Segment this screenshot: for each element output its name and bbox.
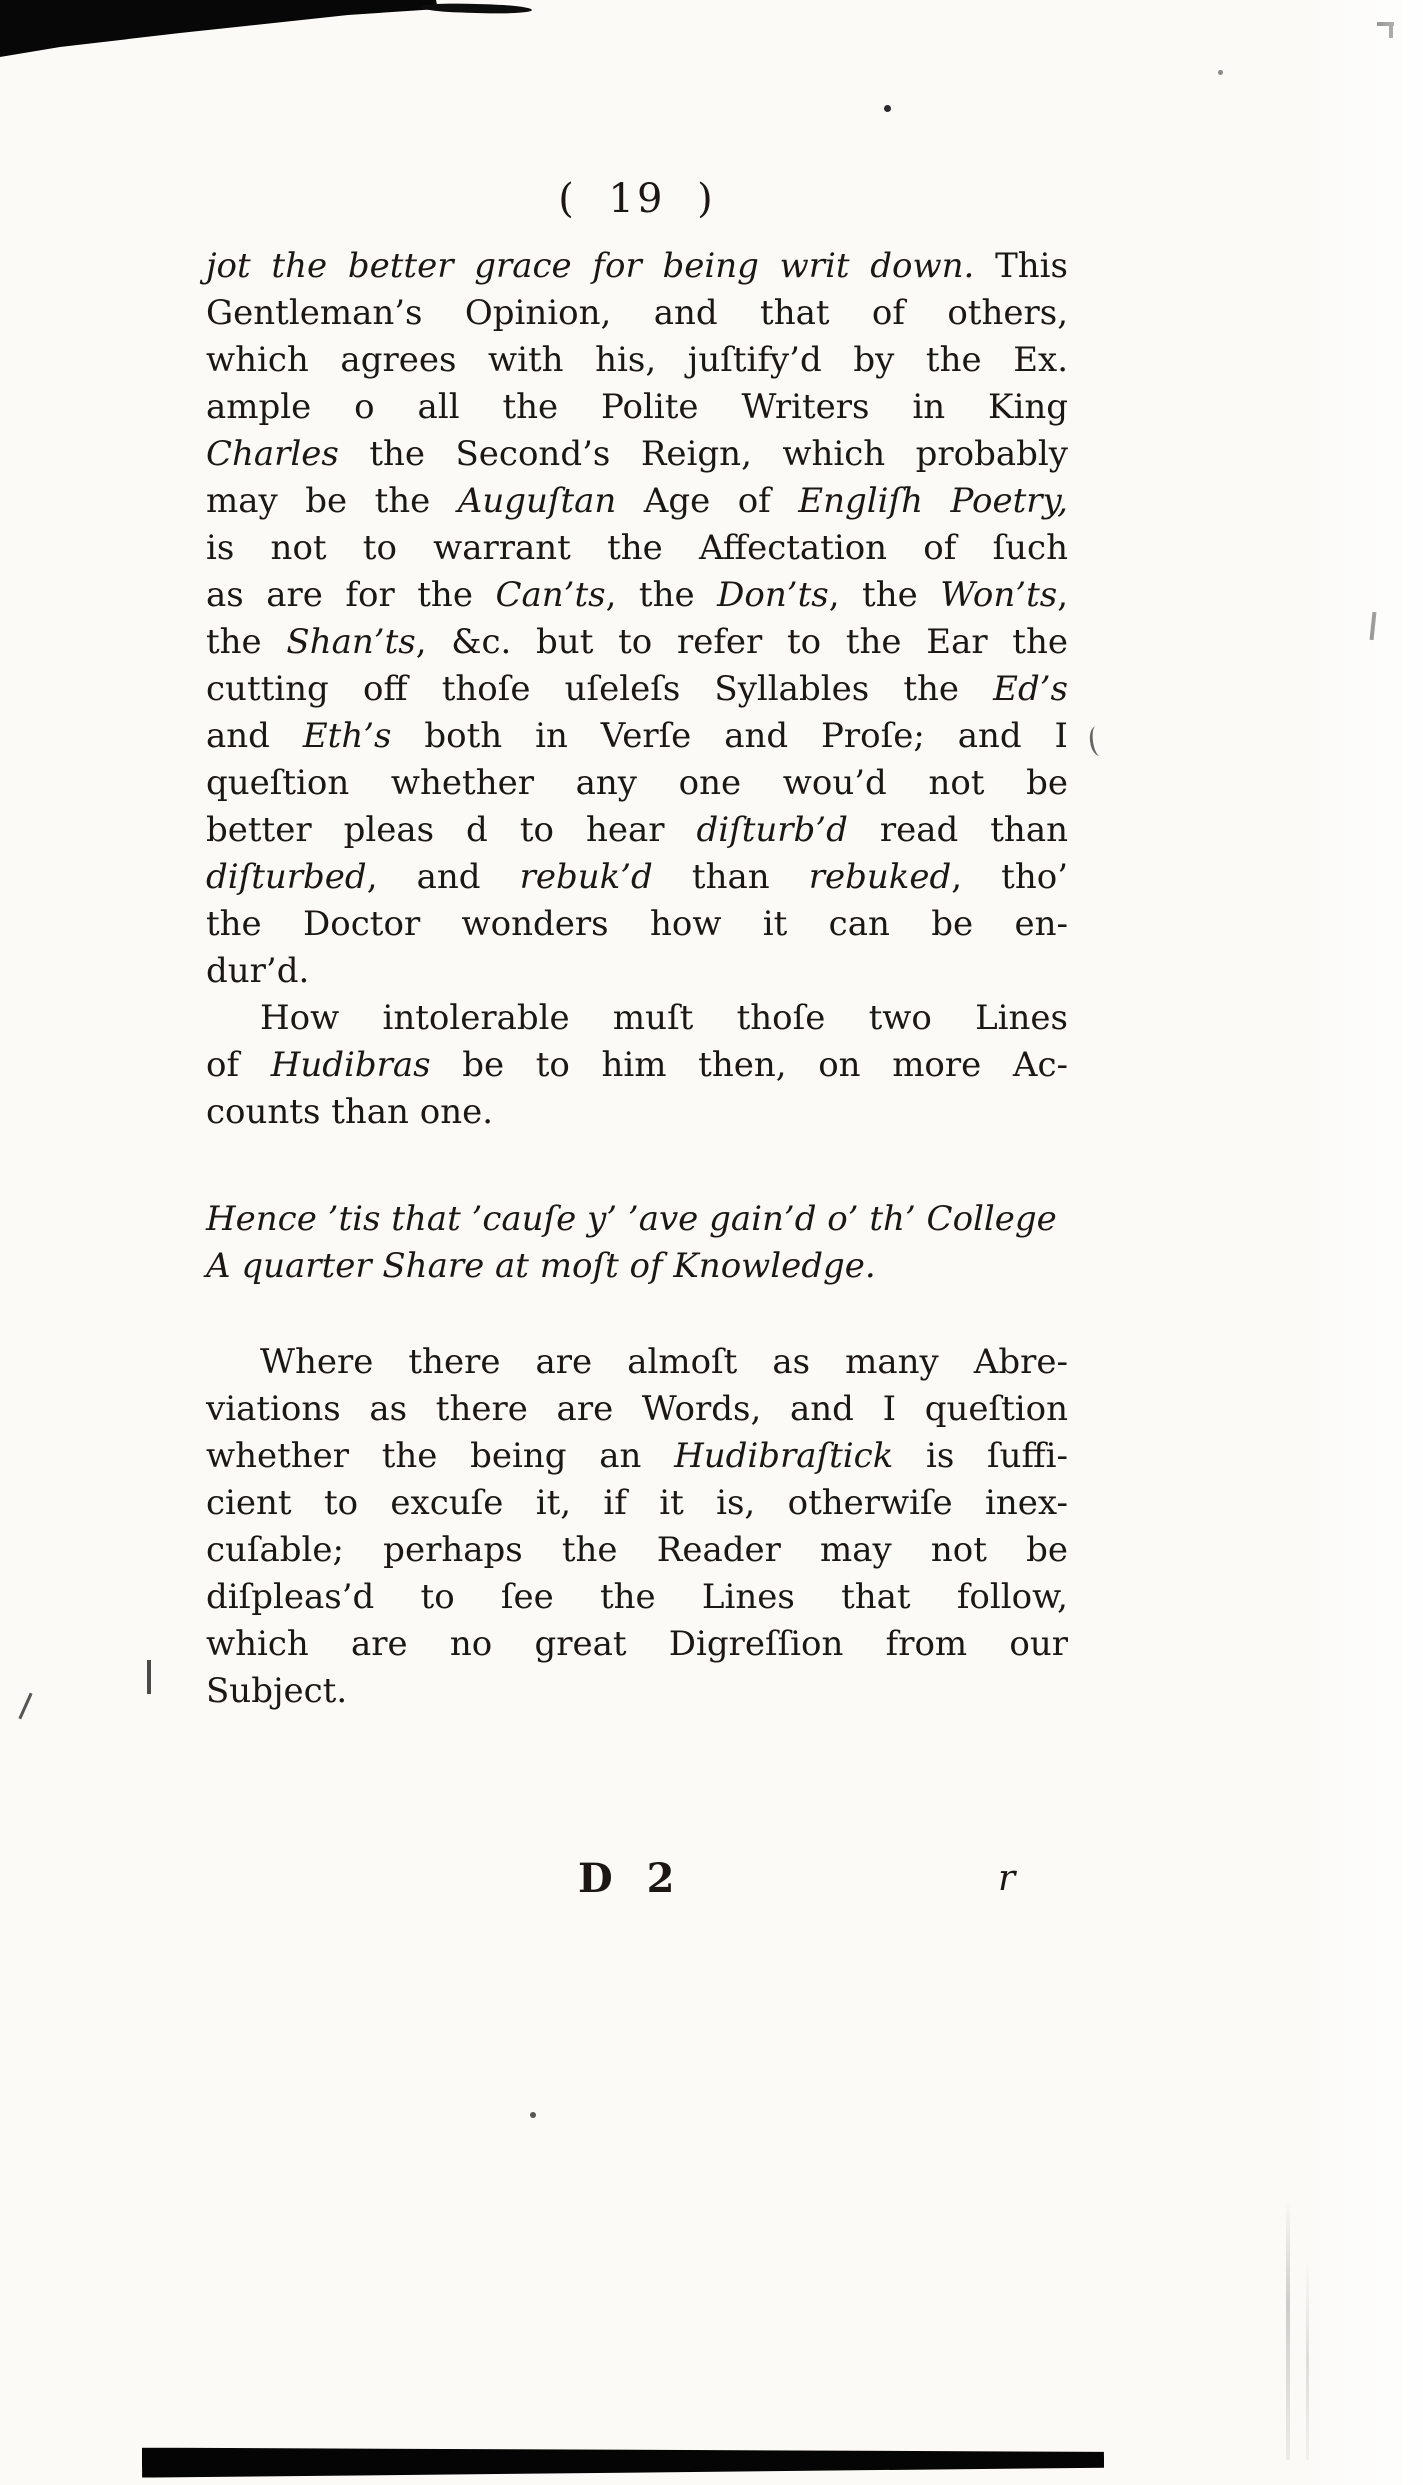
text-line: A quarter Share at moſt of Knowledge. bbox=[206, 1246, 876, 1286]
text-line: may be the Auguſtan Age of Engliſh Poetry, bbox=[206, 481, 1068, 521]
text-line: the Shan’ts, &c. but to refer to the Ear the bbox=[206, 622, 1068, 662]
signature-mark: D 2 bbox=[578, 1855, 685, 1902]
page-number: ( 19 ) bbox=[558, 176, 716, 222]
scan-artifact-margin-paren bbox=[1088, 725, 1108, 757]
verse-block bbox=[206, 1196, 1068, 1290]
text-line: as are for the Can’ts, the Don’ts, the Won’ts, bbox=[206, 575, 1069, 615]
text-line: cuſable; perhaps the Reader may not be bbox=[206, 1530, 1068, 1570]
scan-artifact-streak bbox=[1286, 2198, 1290, 2460]
text-line: How intolerable muſt thoſe two Lines bbox=[260, 998, 1068, 1038]
text-line: Subject. bbox=[206, 1671, 348, 1711]
text-line: Charles the Second’s Reign, which probably bbox=[206, 434, 1068, 474]
scan-artifact-speck bbox=[530, 2112, 536, 2118]
signature-row bbox=[206, 1855, 1068, 1925]
scan-artifact-bottom-bar bbox=[142, 2444, 1104, 2477]
text-line: diſturbed, and rebuk’d than rebuked, tho’ bbox=[206, 857, 1068, 897]
scan-artifact-margin-slash bbox=[18, 1693, 32, 1720]
text-line: cient to excuſe it, if it is, otherwiſe inex- bbox=[206, 1483, 1068, 1523]
text-line: better pleas d to hear diſturb’d read than bbox=[206, 810, 1068, 850]
text-line: Where there are almoſt as many Abre- bbox=[260, 1342, 1068, 1382]
scan-artifact-top-streak bbox=[420, 3, 532, 15]
scan-artifact-corner-mark bbox=[1389, 22, 1393, 38]
text-line: which agrees with his, juſtify’d by the Ex. bbox=[206, 340, 1068, 380]
text-line: is not to warrant the Affectation of ſuch bbox=[206, 528, 1068, 568]
text-line: jot the better grace for being writ down. This bbox=[206, 246, 1068, 286]
text-line: and Eth’s both in Verſe and Proſe; and I bbox=[206, 716, 1068, 756]
text-line: cutting off thoſe uſeleſs Syllables the Ed’s bbox=[206, 669, 1068, 709]
scan-artifact-speck bbox=[884, 105, 891, 112]
catchword: r bbox=[998, 1858, 1016, 1899]
scan-artifact-speck bbox=[1218, 70, 1223, 75]
text-line: dur’d. bbox=[206, 951, 310, 991]
text-line: queſtion whether any one wou’d not be bbox=[206, 763, 1068, 803]
text-line: whether the being an Hudibraſtick is ſuffi- bbox=[206, 1436, 1068, 1476]
text-line: Hence ’tis that ’cauſe y’ ’ave gain’d o’ th’ College bbox=[206, 1199, 1057, 1239]
scan-edge-highlight bbox=[1303, 0, 1423, 2485]
paragraph bbox=[206, 1339, 1068, 1715]
text-line: diſpleas’d to ſee the Lines that follow, bbox=[206, 1577, 1068, 1617]
text-line: Gentleman’s Opinion, and that of others, bbox=[206, 293, 1068, 333]
text-line: of Hudibras be to him then, on more Ac- bbox=[206, 1045, 1068, 1085]
text-line: ample o all the Polite Writers in King bbox=[206, 387, 1068, 427]
text-line: viations as there are Words, and I queſtion bbox=[206, 1389, 1068, 1429]
scan-artifact-streak bbox=[1306, 2260, 1309, 2460]
paragraph bbox=[206, 995, 1068, 1136]
scan-artifact-margin-bar bbox=[147, 1660, 151, 1694]
paragraph bbox=[206, 243, 1068, 995]
text-line: the Doctor wonders how it can be en- bbox=[206, 904, 1068, 944]
scan-artifact-margin-tick bbox=[1370, 612, 1377, 640]
page-text bbox=[206, 243, 1068, 1715]
text-line: counts than one. bbox=[206, 1092, 494, 1132]
text-line: which are no great Digreſſion from our bbox=[206, 1624, 1068, 1664]
